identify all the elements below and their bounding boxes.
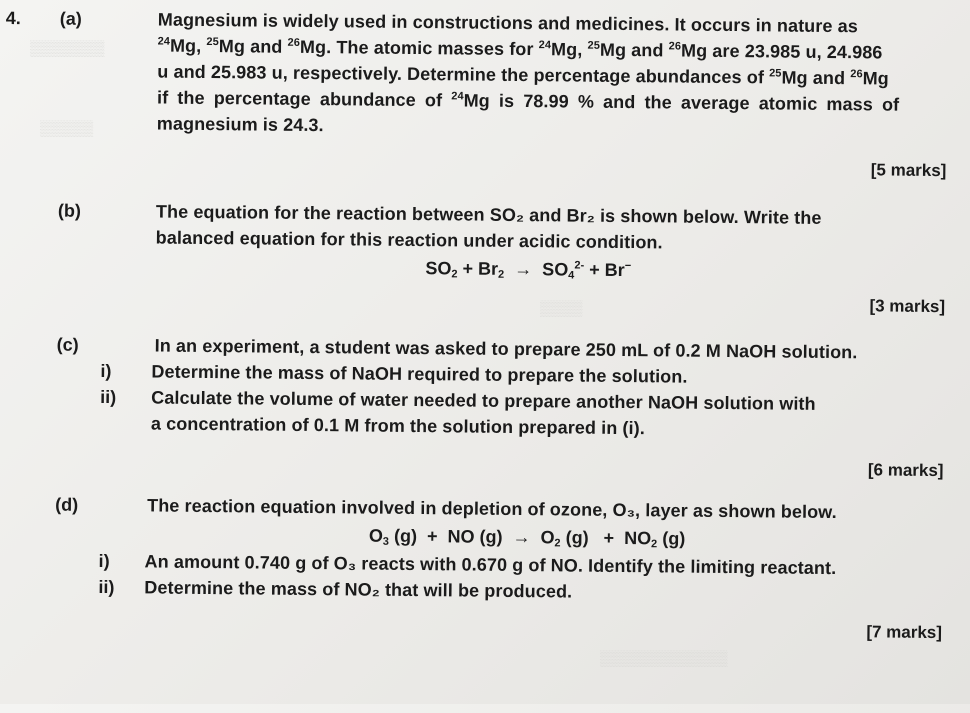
part-b-equation: $SO_2 + Br_2 \to SO_4^{2-} + Br^-$ — [425, 258, 632, 282]
part-a-line-4: if the percentage abundance of $^{24}$Mg is 78.99 % and the average atomic mass of — [156, 87, 900, 115]
part-a-line-2: $^{24}$Mg, $^{25}$Mg and $^{26}$Mg. The atomic masses for $^{24}$Mg, $^{25}$Mg and $^{26}$Mg are 23.985 u, 24.986 — [157, 35, 883, 63]
part-a-line-5: magnesium is 24.3. — [156, 113, 324, 136]
part-c-ii-line-2: a concentration of 0.1 M from the solution prepared in (i). — [150, 413, 645, 439]
question-number: 4. — [5, 8, 21, 29]
part-b-line-2: balanced equation for this reaction under acidic condition. — [155, 227, 663, 253]
part-b-label: (b) — [57, 200, 82, 221]
part-d-line-1: The reaction equation involved in depletion of ozone, O₃, layer as shown below. — [147, 495, 837, 523]
part-c-ii-line-1: Calculate the volume of water needed to prepare another NaOH solution with — [151, 387, 816, 414]
part-a-line-1: Magnesium is widely used in constructions and medicines. It occurs in nature as — [157, 9, 858, 37]
part-d-marks: [7 marks] — [866, 622, 943, 643]
part-c-i-text: Determine the mass of NaOH required to prepare the solution. — [151, 361, 688, 387]
part-b-marks: [3 marks] — [869, 296, 946, 317]
part-b-line-1: The equation for the reaction between SO₂ and Br₂ is shown below. Write the — [155, 201, 822, 228]
part-d-ii-label: ii) — [98, 576, 115, 598]
part-a-marks: [5 marks] — [870, 160, 947, 181]
part-c-i-label: i) — [100, 360, 112, 382]
part-d-i-text: An amount 0.740 g of O₃ reacts with 0.670 g of NO. Identify the limiting reactant. — [144, 551, 837, 579]
part-c-ii-label: ii) — [100, 386, 117, 408]
part-d-equation: $O_3$ (g) + NO $(g) \to O_2$ $(g) + NO_2$ (g) — [368, 525, 686, 551]
part-c-label: (c) — [56, 334, 79, 355]
part-c-marks: [6 marks] — [867, 460, 944, 481]
part-a-label: (a) — [59, 8, 82, 29]
part-a-line-3: u and 25.983 u, respectively. Determine the percentage abundances of $^{25}$Mg and $^{26}$Mg — [157, 61, 889, 89]
part-d-label: (d) — [55, 494, 79, 515]
part-d-ii-text: Determine the mass of NO₂ that will be produced. — [144, 577, 573, 602]
part-c-line-1: In an experiment, a student was asked to prepare 250 mL of 0.2 M NaOH solution. — [154, 335, 858, 363]
part-d-i-label: i) — [98, 550, 110, 572]
